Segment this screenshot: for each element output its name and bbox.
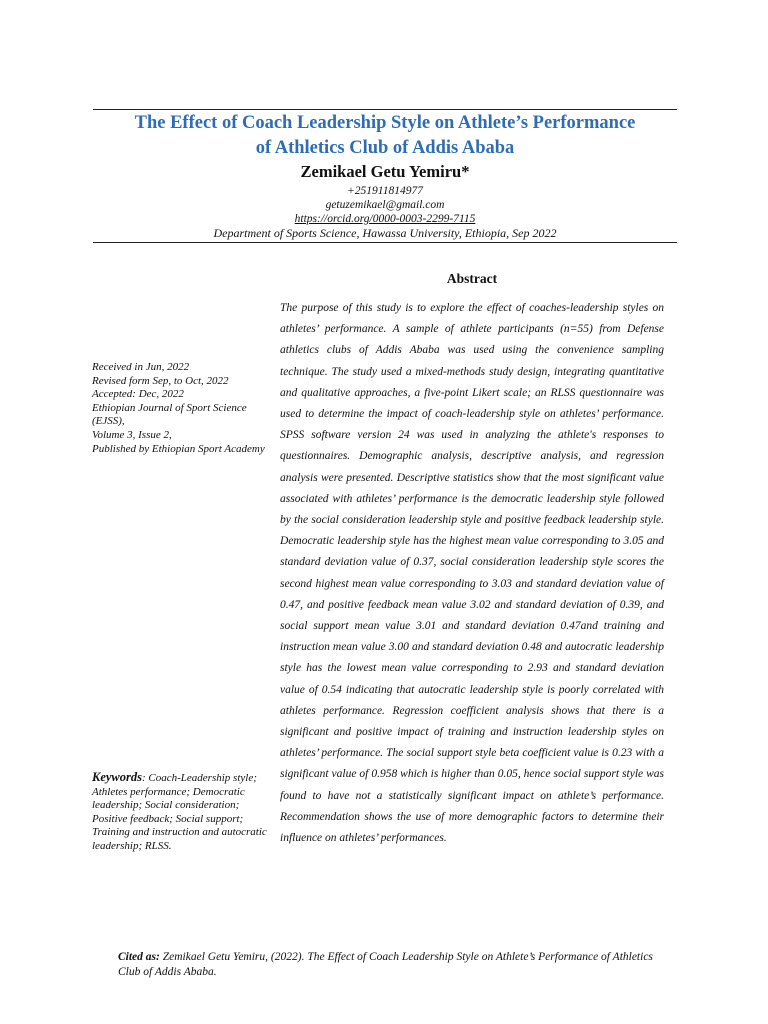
publisher: Published by Ethiopian Sport Academy [92,442,265,455]
article-info [92,361,267,456]
header-top-rule [93,109,677,110]
author-affiliation: Department of Sports Science, Hawassa University, Ethiopia, Sep 2022 [213,226,557,240]
received-date: Received in Jun, 2022 [92,361,190,373]
abstract-body: The purpose of this study is to explore the effect of coaches-leadership styles on athletes’ performance. A sample of athlete participants (n=55) from Defense athletics clubs of Addis Ababa was used using the convenience sampling technique. The study used a mixed-methods study design, integrating quantitative and qualitative approaches, a five-point Likert scale; an RLSS questionnaire was used to determine the impact of coach-leadership style on athletes’ performance. SPSS software version 24 was used in analyzing the athlete's responses to questionnaires. Demographic analysis, descriptive analysis, and regression analysis were presented. Descriptive statistics show that the most significant value associated with athletes’ performance is the democratic leadership style followed by the social consideration leadership style and positive feedback leadership style. Democratic leadership style has the highest mean value corresponding to 3.05 and standard deviation value of 0.37, social consideration leadership style scores the second highest mean value corresponding to 3.03 and standard deviation value of 0.47, and positive feedback mean value 3.02 and standard deviation of 0.39, and social support mean value 3.01 and standard deviation 0.47and training and instruction mean value 3.00 and standard deviation 0.48 and autocratic leadership style has the lowest mean value corresponding to 2.93 and standard deviation value of 0.54 indicating that autocratic leadership style is poorly correlated with athletes performance. Regression coefficient analysis shows that there is a significant and positive impact of training and instruction leadership styles on athletes’ performance. The social support style beta coefficient value is 0.23 with a significant value of 0.958 which is higher than 0.05, hence social support style was found to have not a statistically significant impact on athlete’s performance. Recommendation shows the use of more demographic factors to determine their influence on athletes’ performances. [280,302,664,845]
keywords-text: : Coach-Leadership style; Athletes performance; Democratic leadership; Social consideration; Positive feedback; Social support; Training and instruction and autocratic leadership; RLSS. [92,772,267,852]
citation-label: Cited as: [118,951,160,963]
header-bottom-rule [93,242,677,243]
revised-date: Revised form Sep, to Oct, 2022 [92,374,229,387]
orcid-link[interactable]: https://orcid.org/0000-0003-2299-7115 [294,213,476,225]
citation-block [118,950,678,980]
author-name: Zemikael Getu Yemiru* [300,162,470,181]
volume-issue: Volume 3, Issue 2, [92,428,172,441]
paper-title [93,111,677,161]
accepted-date: Accepted: Dec, 2022 [92,388,184,401]
paper-title-line-1: The Effect of Coach Leadership Style on Athlete’s Performance [134,113,636,133]
keywords-block [92,771,267,854]
author-email: getuzemikael@gmail.com [325,199,445,211]
keywords-label: Keywords [92,770,142,784]
citation-text: Zemikael Getu Yemiru, (2022). The Effect of Coach Leadership Style on Athlete’s Performance of Athletics Club of Addis Ababa. [118,951,653,978]
author-phone: +251911814977 [347,185,423,197]
journal-name: Ethiopian Journal of Sport Science (EJSS), [92,401,247,428]
abstract-heading: Abstract [446,271,498,286]
paper-title-line-2: of Athletics Club of Addis Ababa [255,138,515,158]
